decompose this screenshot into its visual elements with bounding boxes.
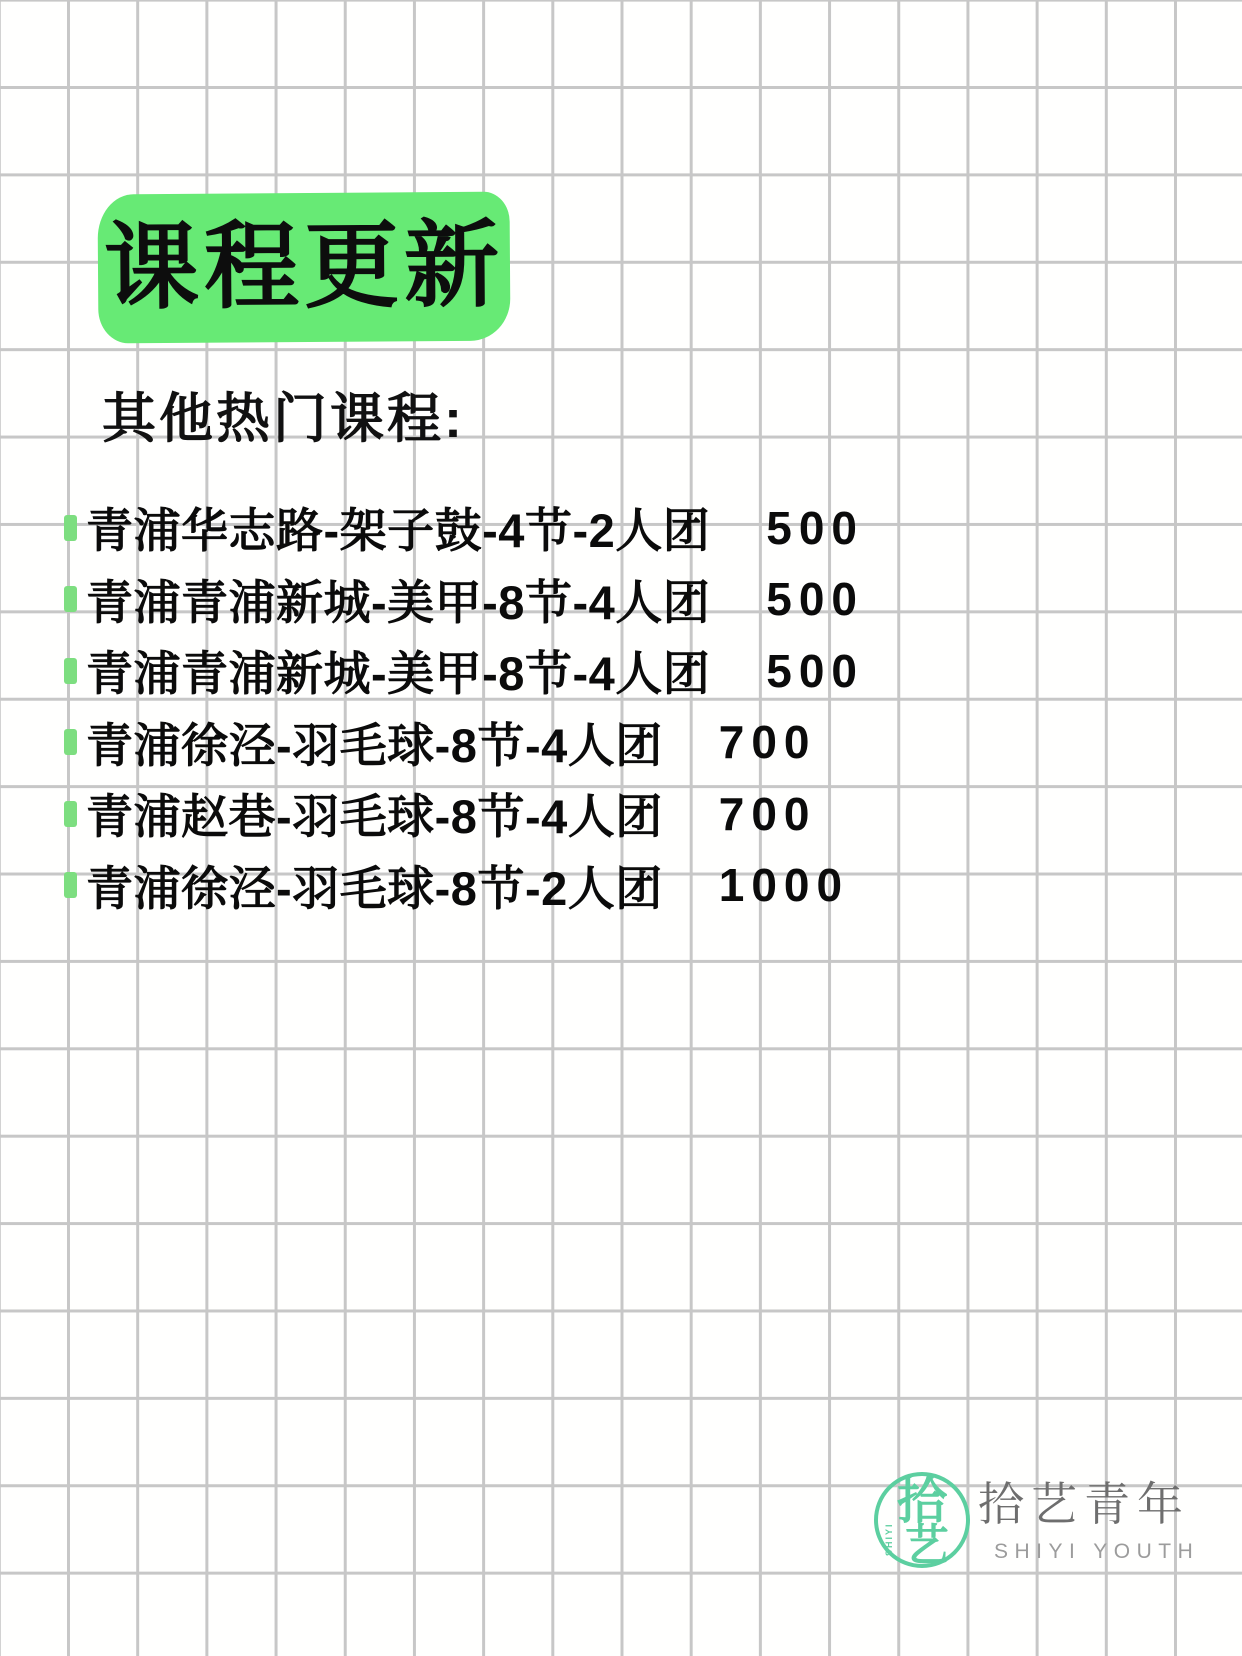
brand-name-en: SHIYI YOUTH: [994, 1539, 1200, 1563]
course-name: 青浦赵巷-羽毛球-8节-4人团: [86, 790, 663, 844]
bullet-icon: [64, 801, 77, 827]
logo-side-text: SHIYI: [884, 1522, 894, 1556]
brand-logo: [872, 1452, 1200, 1612]
course-price: 500: [766, 501, 864, 554]
brand-logo-mark: [874, 1472, 970, 1568]
logo-char-bottom: 艺: [904, 1521, 949, 1570]
course-price: 700: [718, 787, 817, 840]
list-item: [64, 707, 864, 779]
bullet-icon: [64, 729, 77, 755]
list-item: [64, 492, 864, 564]
bullet-icon: [64, 586, 77, 612]
list-item: [64, 564, 864, 636]
section-heading: 其他热门课程:: [102, 389, 465, 449]
title-banner: [97, 192, 510, 344]
bullet-icon: [64, 515, 77, 541]
course-name: 青浦徐泾-羽毛球-8节-4人团: [86, 718, 663, 772]
course-price: 500: [766, 644, 864, 697]
course-name: 青浦青浦新城-美甲-8节-4人团: [86, 647, 711, 701]
logo-char-top: 拾: [897, 1473, 947, 1529]
brand-name-cn: 拾艺青年: [978, 1478, 1190, 1530]
list-item: [64, 635, 864, 707]
course-name: 青浦徐泾-羽毛球-8节-2人团: [86, 861, 663, 915]
bullet-icon: [64, 872, 77, 898]
page-title: 课程更新: [103, 212, 505, 322]
course-list: [64, 492, 864, 921]
course-price: 700: [718, 716, 817, 769]
list-item: [64, 778, 864, 850]
course-price: 1000: [718, 859, 850, 912]
course-price: 500: [766, 573, 864, 626]
brand-logo-text: [978, 1478, 1199, 1564]
course-name: 青浦华志路-架子鼓-4节-2人团: [86, 504, 711, 558]
list-item: [64, 850, 864, 922]
course-name: 青浦青浦新城-美甲-8节-4人团: [86, 575, 711, 629]
bullet-icon: [64, 658, 77, 684]
